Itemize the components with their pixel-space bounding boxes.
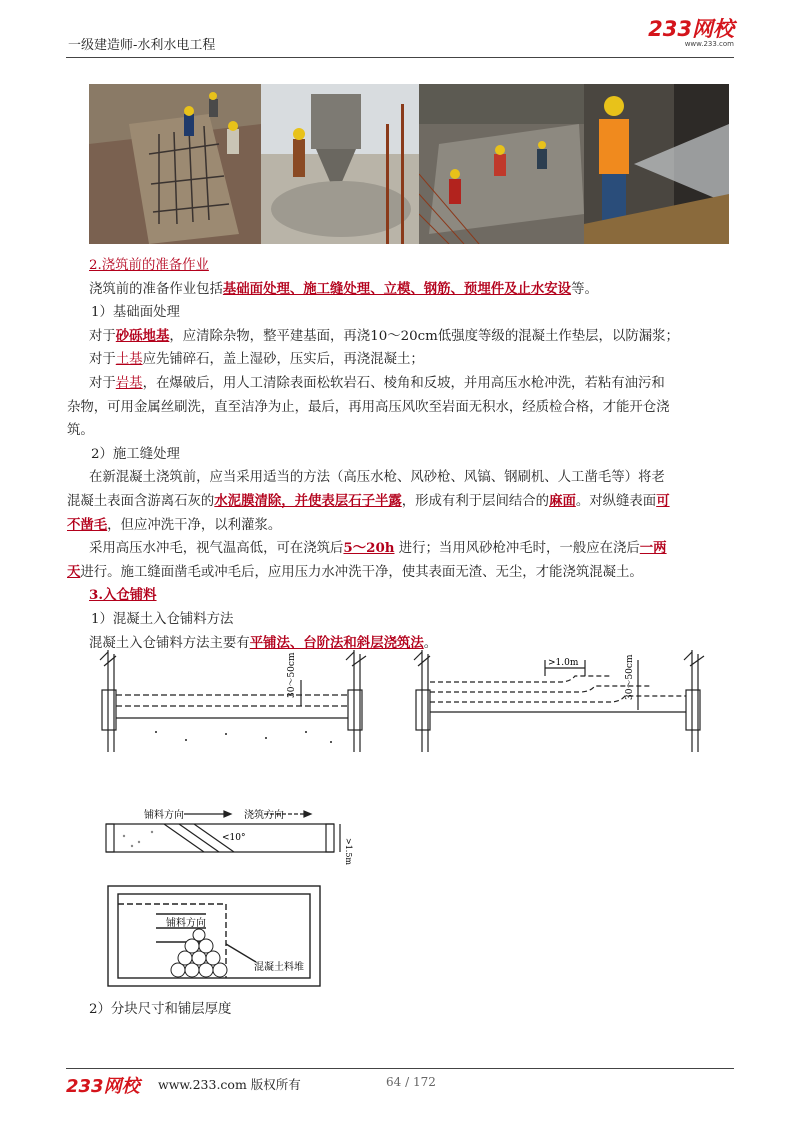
key-term: 基础面处理、施工缝处理、立模、钢筋、预埋件及止水安设 bbox=[222, 280, 572, 297]
text-span: 进行；当用风砂枪冲毛时，一般应在浇后 bbox=[394, 541, 640, 557]
key-term: 可 bbox=[656, 492, 670, 509]
pile-label: 混凝土料堆 bbox=[254, 962, 304, 973]
text-span: 在新混凝土浇筑前，应当采用适当的方法（高压水枪、风砂枪、风镐、钢刷机、人工凿毛等）将老 bbox=[89, 470, 665, 486]
text-span: ，但应冲洗干净，以利灌浆。 bbox=[107, 517, 282, 533]
diagram-flat-layer-method bbox=[96, 640, 386, 760]
text-span: 对于 bbox=[89, 328, 116, 344]
key-term: 岩基 bbox=[115, 375, 143, 391]
slope-height-label: >1.5m bbox=[344, 838, 353, 866]
pile-spread-direction-label: 铺料方向 bbox=[166, 918, 206, 929]
text-span: 混凝土表面含游离石灰的 bbox=[67, 493, 215, 509]
key-term: 砂砾地基 bbox=[115, 327, 170, 344]
slope-pour-direction-label: 浇筑方向 bbox=[244, 810, 284, 821]
diagram-pile-spreading bbox=[106, 884, 324, 990]
diagram-sloped-layer-method bbox=[104, 808, 354, 868]
subheading-placement-methods: 1）混凝土入仓铺料方法 bbox=[91, 611, 234, 627]
key-term: 水泥膜清除，并使表层石子半露 bbox=[214, 492, 402, 509]
step-thickness-label: 30～50cm bbox=[625, 654, 635, 700]
key-term: 土基 bbox=[115, 352, 143, 368]
text-span: 对于 bbox=[89, 352, 116, 368]
text-span: 对于 bbox=[89, 375, 116, 391]
text-span: 混凝土入仓铺料方法主要有 bbox=[89, 635, 250, 651]
footer-logo: 233网校 bbox=[66, 1076, 140, 1097]
brand-logo-text: 233网校 bbox=[648, 17, 734, 41]
text-span: 进行。施工缝面凿毛或冲毛后，应用压力水冲洗干净，使其表面无渣、无尘，才能浇筑混凝土。 bbox=[80, 564, 643, 580]
brand-logo-url: www.233.com bbox=[684, 40, 734, 48]
text-span: 。 bbox=[423, 635, 438, 651]
text-span: 。对纵缝表面 bbox=[575, 493, 657, 509]
key-term: 不凿毛 bbox=[67, 516, 108, 533]
header-divider bbox=[66, 57, 734, 58]
photo-concrete-spreading bbox=[419, 84, 584, 244]
key-term: 麻面 bbox=[549, 492, 576, 509]
subheading-construction-joint: 2）施工缝处理 bbox=[91, 446, 180, 462]
text-span: 杂物，可用金属丝刷洗，直至洁净为止，最后，再用高压风吹至岩面无积水，经质检合格，才能开仓浇 bbox=[67, 399, 670, 415]
photo-concrete-bucket bbox=[261, 84, 419, 244]
footer-copyright: www.233.com 版权所有 bbox=[158, 1077, 301, 1092]
key-term: 一两 bbox=[639, 540, 667, 557]
subheading-block-size: 2）分块尺寸和铺层厚度 bbox=[89, 1002, 232, 1017]
text-span: 等。 bbox=[571, 281, 598, 297]
footer-divider bbox=[66, 1068, 734, 1069]
page-number: 64 / 172 bbox=[386, 1075, 436, 1089]
text-span: ，在爆破后，用人工清除表面松软岩石、棱角和反坡，并用高压水枪冲洗，若粘有油污和 bbox=[142, 375, 665, 391]
brand-logo bbox=[648, 18, 734, 48]
text-span: 筑。 bbox=[67, 423, 94, 439]
subheading-foundation: 1）基础面处理 bbox=[91, 305, 180, 321]
text-span: 采用高压水冲毛，视气温高低，可在浇筑后 bbox=[89, 541, 344, 557]
key-term: 天 bbox=[67, 563, 81, 580]
document-body bbox=[67, 254, 714, 655]
section-heading-pre-pour-prep: 2.浇筑前的准备作业 bbox=[89, 258, 209, 273]
key-term: 5～20h bbox=[343, 540, 395, 557]
header-title: 一级建造师-水利水电工程 bbox=[68, 38, 216, 53]
step-width-label: >1.0m bbox=[548, 658, 579, 668]
key-term: 平铺法、台阶法和斜层浇筑法 bbox=[249, 634, 424, 651]
slope-angle-label: <10° bbox=[222, 833, 246, 843]
text-span: 应先铺碎石，盖上湿砂，压实后，再浇混凝土； bbox=[142, 352, 424, 368]
text-span: ，形成有利于层间结合的 bbox=[401, 493, 550, 509]
slope-spread-direction-label: 铺料方向 bbox=[144, 810, 184, 821]
photo-surface-washing bbox=[584, 84, 729, 244]
photo-rebar-foundation bbox=[89, 84, 261, 244]
construction-photo-strip bbox=[89, 84, 729, 244]
diagram-step-method bbox=[410, 640, 720, 760]
text-span: 浇筑前的准备作业包括 bbox=[89, 281, 223, 297]
flat-layer-thickness-label: 30～50cm bbox=[287, 652, 297, 698]
text-span: ，应清除杂物，整平建基面，再浇10～20cm低强度等级的混凝土作垫层，以防漏浆； bbox=[169, 328, 679, 344]
section-heading-placement: 3.入仓铺料 bbox=[89, 587, 157, 604]
